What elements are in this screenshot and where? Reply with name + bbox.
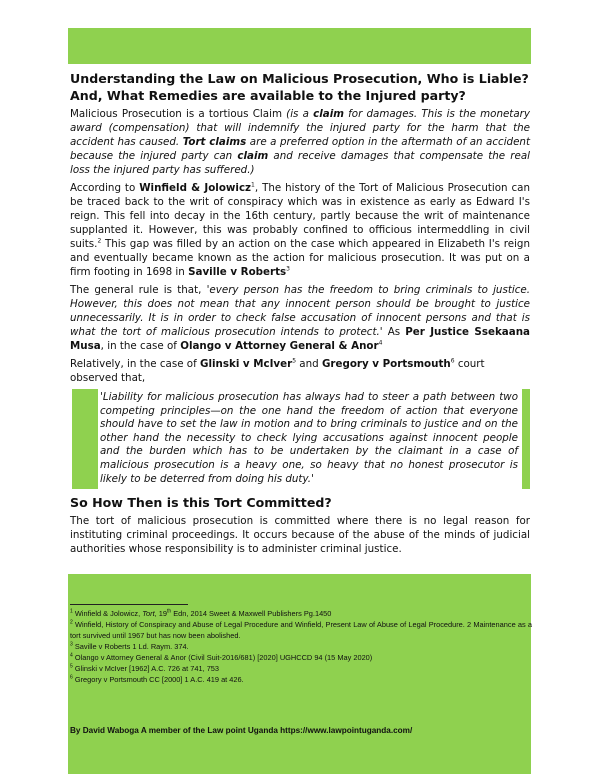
paragraph-cases: Relatively, in the case of Glinski v McIver$^5$ and Gregory v Portsmouth$^6$ court observed that, xyxy=(70,357,485,384)
article-title: Understanding the Law on Malicious Prosecution, Who is Liable? And, What Remedies are available to the Injured party? xyxy=(70,71,529,103)
paragraph-general-rule: The general rule is that, 'every person has the freedom to bring criminals to justice. However, this does not mean that any innocent person should be brought to justice unnecessarily. It is in order to check false accusation of innocent persons and that is what the tort of malicious prosecution intends to protect.' As Per Justice Ssekaana Musa, in the case of Olango v Attorney General & Anor$^4$ xyxy=(70,284,530,352)
footnote-ref-4[interactable]: 4 xyxy=(378,339,383,347)
footnote-2: $^2$ Winfield, History of Conspiracy and Abuse of Legal Procedure and Winfield, Present Law of Abuse of Legal Procedure. 2 Maintenance as a tort survived until 1967 but has now been abolished. xyxy=(70,619,532,640)
article-body xyxy=(70,70,530,560)
footnote-ref-1[interactable]: 1 xyxy=(251,181,255,189)
footnotes xyxy=(70,604,532,685)
footnote-ref-6[interactable]: 6 xyxy=(450,357,455,365)
author-footer[interactable]: By David Waboga A member of the Law point Uganda https://www.lawpointuganda.com/ xyxy=(70,726,413,735)
footnote-ref-2[interactable]: 2 xyxy=(97,237,102,245)
paragraph-intro: Malicious Prosecution is a tortious Claim (is a claim for damages. This is the monetary award (compensation) that will indemnify the injured party for the harm that the accident has caused. Tort claims are a preferred option in the aftermath of an accident because the injured party can claim and receive damages that compensate the real loss the injured party has suffered.) xyxy=(70,108,530,176)
paragraph-committed: The tort of malicious prosecution is committed where there is no legal reason for instituting criminal proceedings. It occurs because of the abuse of the minds of judicial authorities whose responsibility is to administer criminal justice. xyxy=(70,515,530,556)
footnote-3: $^3$ Saville v Roberts 1 Ld. Raym. 374. xyxy=(70,641,189,651)
footnote-6: $^6$ Gregory v Portsmouth CC [2000] 1 A.C. 419 at 426. xyxy=(70,674,244,684)
footnote-ref-3[interactable]: 3 xyxy=(286,265,290,273)
footnote-ref-5[interactable]: 5 xyxy=(292,357,297,365)
section-heading: So How Then is this Tort Committed? xyxy=(70,495,332,511)
footnote-4: $^4$ Olango v Attorney General & Anor (Civil Suit-2016/681) [2020] UGHCCD 94 (15 May 2020) xyxy=(70,652,373,662)
footnote-5: $^5$ Glinski v McIver [1962] A.C. 726 at 741, 753 xyxy=(70,663,220,673)
footnote-1: $^1$ Winfield & Jolowicz, Tort, 19th Edn, 2014 Sweet & Maxwell Publishers Pg.1450 xyxy=(70,608,332,618)
block-quote xyxy=(70,389,530,489)
header-green-band xyxy=(68,28,531,64)
quote-text: 'Liability for malicious prosecution has always had to steer a path between two competing principles—on the one hand the freedom of action that everyone should have to set the law in motion and to bring criminals to justice and on the other hand the necessity to check lying accusations against innocent people and the burden which has to be undertaken by the claimant in a case of malicious prosecution is a heavy one, so heavy that no honest prosecutor is likely to be deterred from doing his duty.' xyxy=(100,391,518,485)
paragraph-history: According to Winfield & Jolowicz$^1$, The history of the Tort of Malicious Prosecution can be traced back to the writ of conspiracy which was in existence as early as Edward I's reign. This fell into decay in the 16th century, partly because the writ of maintenance supplanted it. However, this was probably confined to officious intermeddling in civil suits.$^2$ This gap was filled by an action on the case which appeared in Elizabeth I's reign and eventually became known as the action for malicious prosecution. It was put on a firm footing in 1698 in Saville v Roberts$^3$ xyxy=(70,181,530,278)
footnote-divider xyxy=(70,604,188,605)
